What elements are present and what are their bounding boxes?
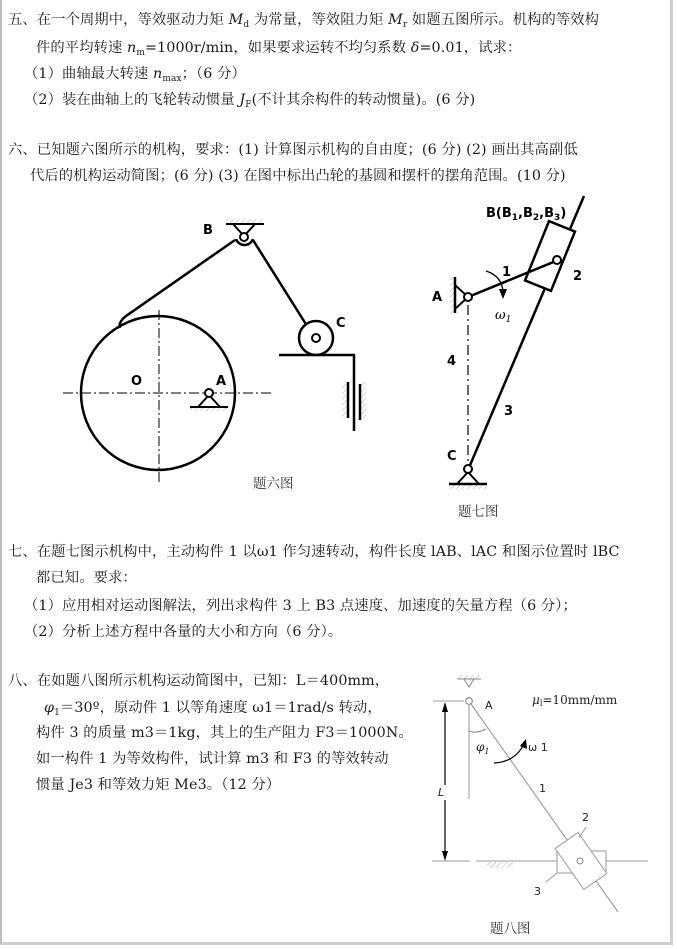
symbol-JF: J xyxy=(239,92,246,108)
label-A: A xyxy=(216,374,227,389)
scale-label: μl=10mm/mm xyxy=(532,693,618,708)
symbol-Mr-sub: r xyxy=(402,20,408,30)
q5-text: 如题五图所示。机构的等效构 xyxy=(407,12,600,28)
phi-angle-arc xyxy=(469,729,486,732)
label-link-1: 1 xyxy=(539,782,546,795)
q5-text: =0.01，试求： xyxy=(419,40,522,56)
leader-link-3 xyxy=(546,873,557,882)
q7-item1: （1）应用相对运动图解法，列出求构件 3 上 B3 点速度、加速度的矢量方程（6 分）； xyxy=(24,598,577,614)
symbol-nmax-sub: max xyxy=(162,74,182,84)
q7-line2: 都已知。要求： xyxy=(36,570,137,586)
label-omega-1: $\omega_1$ xyxy=(495,308,512,325)
q5-text: 五、在一个周期中，等效驱动力矩 xyxy=(8,12,229,28)
q6-line2: 代后的机构运动简图；(6 分) (3) 在图中标出凸轮的基圆和摆杆的摆角范围。(10 分) xyxy=(30,168,566,184)
symbol-Md-sub: d xyxy=(243,20,250,30)
q6-line1: 六、已知题六图所示的机构，要求：(1) 计算图示机构的自由度；(6 分) (2) 画出其高副低 xyxy=(8,142,578,158)
joint-slider-2 xyxy=(577,858,583,864)
q8-line4: 如一构件 1 为等效构件，试计算 m3 和 F3 的等效转动 xyxy=(36,751,389,767)
label-phi-1: $\varphi_1$ xyxy=(476,740,490,756)
label-L: L xyxy=(438,786,445,799)
q5-text: ；（6 分） xyxy=(181,66,246,82)
figure-8-caption: 题八图 xyxy=(490,921,531,937)
label-B: B xyxy=(203,223,213,238)
label-link-2: 2 xyxy=(582,811,589,824)
symbol-Md: M xyxy=(228,12,244,28)
label-omega-1: ω 1 xyxy=(528,741,548,754)
q7-item2: （2）分析上述方程中各量的大小和方向（6 分）。 xyxy=(24,624,343,640)
label-link-3: 3 xyxy=(534,885,541,898)
pivot-A-joint xyxy=(466,698,473,705)
label-link-4: 4 xyxy=(447,354,457,369)
symbol-Mr: M xyxy=(388,12,403,28)
q5-text: 件的平均转速 xyxy=(36,40,128,56)
dimension-arrow-down xyxy=(442,851,448,861)
q8-line1: 八、在如题八图所示机构运动简图中，已知：L＝400mm， xyxy=(8,673,390,689)
q8-text: ＝30º，原动件 1 以等角速度 ω1＝1rad/s 转动， xyxy=(59,700,382,716)
q8-line3: 构件 3 的质量 m3＝1kg，其上的生产阻力 F3＝1000N。 xyxy=(36,725,413,741)
pivot-A-ground-hatch xyxy=(458,675,480,679)
q5-text: （2）装在曲轴上的飞轮转动惯量 xyxy=(24,92,240,108)
q5-text: （1）曲轴最大转速 xyxy=(24,66,154,82)
label-link-3: 3 xyxy=(504,404,514,419)
label-A: A xyxy=(432,290,443,305)
symbol-phi: φ xyxy=(44,700,55,716)
q5-text: (不计其余构件的转动惯量)。(6 分) xyxy=(251,92,476,108)
symbol-delta: δ xyxy=(410,40,420,56)
label-B-main: $B(B_1,B_2,B_3)$ xyxy=(486,206,567,223)
q7-line1: 七、在题七图示机构中，主动构件 1 以ω1 作匀速转动，构件长度 lAB、lAC 和图示位置时 lBC xyxy=(8,544,620,560)
symbol-nm: n xyxy=(127,40,137,56)
symbol-nm-sub: m xyxy=(136,48,145,58)
q5-text: =1000r/min，如果要求运转不均匀系数 xyxy=(144,40,411,56)
symbol-nmax: n xyxy=(153,66,163,82)
label-link-1: 1 xyxy=(502,265,512,280)
symbol-phi-sub: 1 xyxy=(54,708,60,718)
label-A: A xyxy=(485,699,493,712)
label-O: O xyxy=(131,374,143,389)
label-C: C xyxy=(447,449,457,464)
label-C: C xyxy=(336,316,346,331)
symbol-JF-sub: F xyxy=(245,100,252,110)
omega-1-arrow xyxy=(494,744,524,763)
pivot-A-support xyxy=(464,679,474,687)
guide-ground-hatch xyxy=(487,862,513,868)
leader-link-2 xyxy=(579,827,586,838)
figure-7-caption: 题七图 xyxy=(458,504,499,520)
label-link-2: 2 xyxy=(573,269,583,284)
dimension-arrow-up xyxy=(442,702,448,712)
figure-6-caption: 题六图 xyxy=(253,476,294,492)
q5-text: 为常量，等效阻力矩 xyxy=(249,12,389,28)
q8-line5: 惯量 Je3 和等效力矩 Me3。（12 分） xyxy=(36,777,281,793)
omega-1-arrowhead xyxy=(520,739,527,749)
